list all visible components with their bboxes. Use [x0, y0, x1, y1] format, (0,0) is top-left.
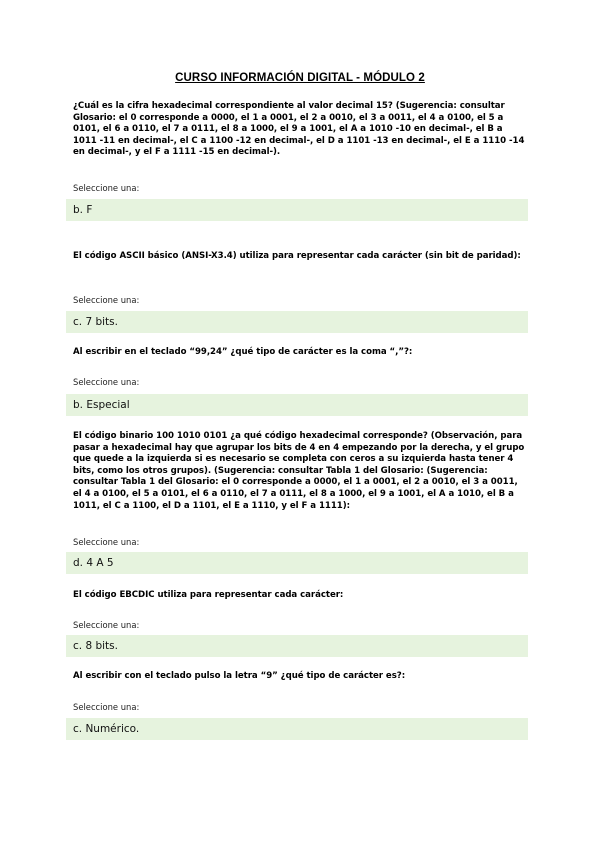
question-1-answer: b. F [66, 199, 528, 221]
question-5-text: El código EBCDIC utiliza para representar cada carácter: [73, 590, 344, 600]
question-2-answer: c. 7 bits. [66, 311, 528, 333]
question-3-prompt: Seleccione una: [73, 377, 140, 387]
question-5-prompt: Seleccione una: [73, 620, 140, 630]
question-5-answer: c. 8 bits. [66, 635, 528, 657]
question-6-text: Al escribir con el teclado pulso la letra “9” ¿qué tipo de carácter es?: [73, 671, 406, 681]
page-title: CURSO INFORMACIÓN DIGITAL - MÓDULO 2 [175, 72, 425, 84]
question-2-text: El código ASCII básico (ANSI-X3.4) utiliza para representar cada carácter (sin bit de paridad): [73, 251, 521, 261]
question-1-prompt: Seleccione una: [73, 183, 140, 193]
question-3-answer: b. Especial [66, 394, 528, 416]
question-4-answer: d. 4 A 5 [66, 552, 528, 574]
question-6-prompt: Seleccione una: [73, 702, 140, 712]
question-4-text: El código binario 100 1010 0101 ¿a qué código hexadecimal corresponde? (Observación, para pasar a hexadecimal hay que agrupar los bits de 4 en 4 empezando por la derecha, y el grupo que quede a la izquierda si es necesario se completa con ceros a su izquierda hasta tener 4 bits, como los otros grupos). (Sugerencia: consultar Tabla 1 del Glosario: (Sugerencia: consultar Tabla 1 del Glosario: el 0 corresponde a 0000, el 1 a 0001, el 2 a 0010, el 3 a 0011, el 4 a 0100, el 5 a 0101, el 6 a 0110, el 7 a 0111, el 8 a 1000, el 9 a 1001, el A a 1010, el B a 1011, el C a 1100, el D a 1101, el E a 1110, y el F a 1111): [73, 431, 525, 511]
question-2-prompt: Seleccione una: [73, 295, 140, 305]
question-4-prompt: Seleccione una: [73, 537, 140, 547]
question-6-answer: c. Numérico. [66, 718, 528, 740]
question-1-text: ¿Cuál es la cifra hexadecimal correspondiente al valor decimal 15? (Sugerencia: consultar Glosario: el 0 corresponde a 0000, el 1 a 0001, el 2 a 0010, el 3 a 0011, el 4 a 0100, el 5 a 0101, el 6 a 0110, el 7 a 0111, el 8 a 1000, el 9 a 1001, el A a 1010 -10 en decimal-, el B a 1011 -11 en decimal-, el C a 1100 -12 en decimal-, el D a 1101 -13 en decimal-, el E a 1110 -14 en decimal-, y el F a 1111 -15 en decimal-). [73, 101, 525, 158]
question-3-text: Al escribir en el teclado “99,24” ¿qué tipo de carácter es la coma “,”?: [73, 347, 413, 357]
